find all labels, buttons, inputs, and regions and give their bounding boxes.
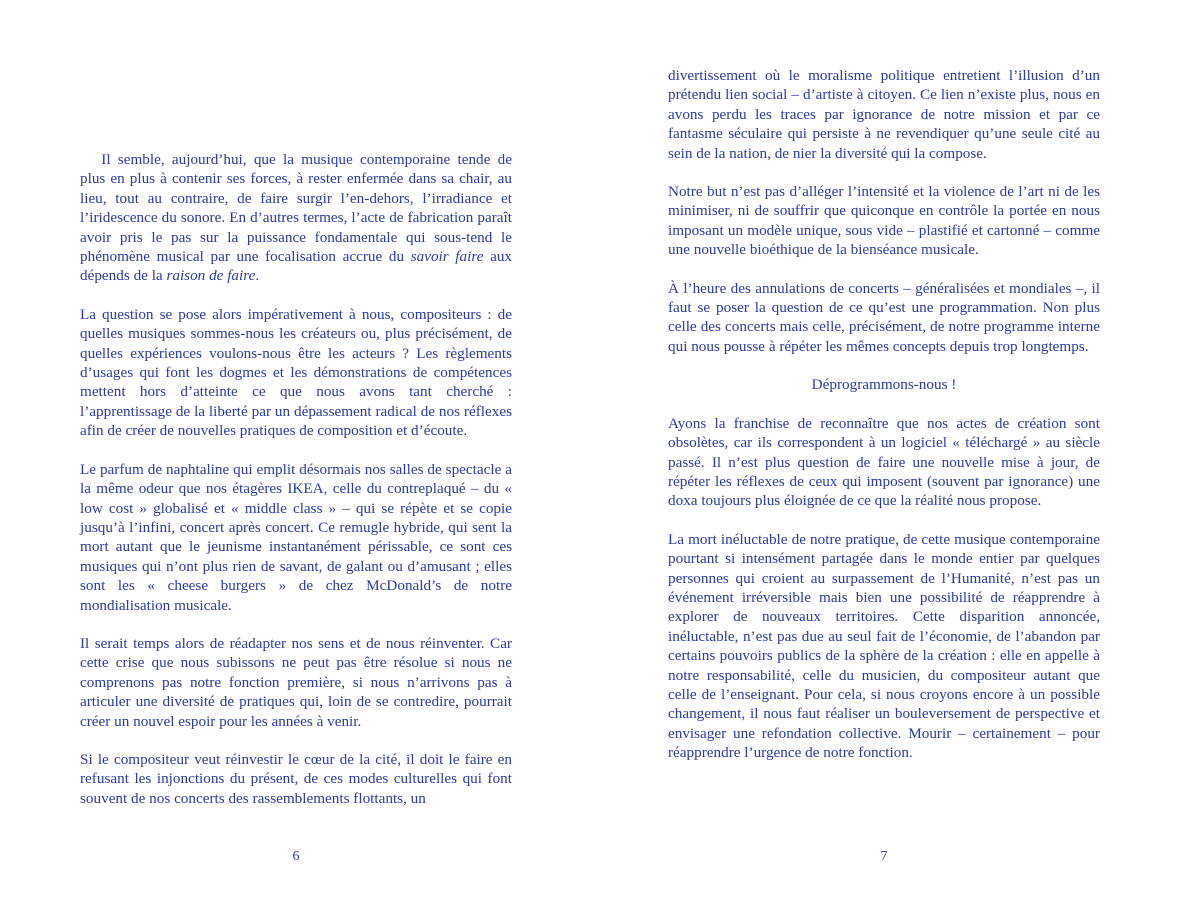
- paragraph-run: Il semble, aujourd’hui, que la musique contemporaine tende de plus en plus à contenir ses forces, à rester enfermée dans sa chair, au lieu, tout au contraire, de faire surgir l’en-dehors, l’irradiance et l’iridescence du sonore. En d’autres termes, l’acte de fabrication paraît avoir pris le pas sur la puissance fondamentale qui sous-tend le phénomène musical par une focalisation accrue du: [80, 151, 512, 266]
- page-right: [668, 0, 1100, 904]
- paragraph: Ayons la franchise de reconnaître que nos actes de création sont obsolètes, car ils correspondent à un logiciel « téléchargé » au siècle passé. Il n’est plus question de faire une nouvelle mise à jour, de répéter les réflexes de ceux qui imposent (souvent par ignorance) une doxa toujours plus éloignée de ce que la réalité nous propose.: [668, 414, 1100, 510]
- paragraph: Notre but n’est pas d’alléger l’intensité et la violence de l’art ni de les minimiser, ni de souffrir que quiconque en contrôle la portée en nous imposant un modèle unique, sous vide – plastifié et cartonné – comme une nouvelle bioéthique de la bienséance musicale.: [668, 183, 1100, 259]
- page-left: [80, 0, 512, 904]
- paragraph: divertissement où le moralisme politique entretient l’illusion d’un prétendu lien social – d’artiste à citoyen. Ce lien n’existe plus, nous en avons perdu les traces par ignorance de notre mission et par ce fantasme séculaire qui persiste à ne revendiquer qu’une seule cité au sein de la nation, de nier la diversité qui la compose.: [668, 67, 1100, 162]
- section-heading: Déprogrammons-nous !: [811, 376, 957, 394]
- paragraph-run: .: [255, 267, 260, 285]
- page-left-text-block: [80, 150, 512, 808]
- page-number-right: 7: [880, 849, 888, 864]
- page-number-left: 6: [292, 849, 300, 864]
- paragraph-run-italic: savoir faire: [410, 248, 484, 266]
- paragraph: Il serait temps alors de réadapter nos sens et de nous réinventer. Car cette crise que nous subissons ne peut pas être résolue si nous ne comprenons pas notre fonction première, si nous n’arrivons pas à articuler une diversité de pratiques qui, loin de se contredire, pourrait créer un nouvel espoir pour les années à venir.: [80, 634, 512, 730]
- paragraph: La question se pose alors impérativement à nous, compositeurs : de quelles musiques sommes-nous les créateurs ou, plus précisément, de quelles expériences voulons-nous être les acteurs ? Les règlements d’usages qui font les dogmes et les démonstrations de compétences mettent hors d’atteinte ce que nous avons tant cherché : l’apprentissage de la liberté par un dépassement radical de nos réflexes afin de créer de nouvelles pratiques de composition et d’écoute.: [80, 305, 512, 440]
- page-right-text-block: [668, 66, 1100, 763]
- paragraph: [80, 150, 512, 286]
- paragraph-run: aux dépends de la: [80, 248, 513, 285]
- paragraph: Le parfum de naphtaline qui emplit désormais nos salles de spectacle a la même odeur que nos étagères IKEA, celle du contreplaqué – du « low cost » globalisé et « middle class » – qui se répète et se copie jusqu’à l’infini, concert après concert. Ce remugle hybride, qui sent la mort autant que le jeunisme instantanément périssable, ce sont ces musiques qui n’ont plus rien de savant, de galant ou d’amusant ; elles sont les « cheese burgers » de chez McDonald’s de notre mondialisation musicale.: [80, 460, 512, 614]
- paragraph-run-italic: raison de faire: [166, 267, 256, 285]
- paragraph: Si le compositeur veut réinvestir le cœur de la cité, il doit le faire en refusant les injonctions du présent, de ces modes culturelles qui font souvent de nos concerts des rassemblements flottants, un: [80, 750, 512, 807]
- paragraph: La mort inéluctable de notre pratique, de cette musique contemporaine pourtant si intensément partagée dans le monde entier par quelques personnes qui croient au surpassement de l’Humanité, n’est pas un événement irréversible mais bien une possibilité de réapprendre à explorer de nouveaux territoires. Cette disparition annoncée, inéluctable, n’est pas due au seul fait de l’économie, de l’abandon par certains pouvoirs publics de la sphère de la création : elle en appelle à notre responsabilité, celle du musicien, du compositeur autant que celle de l’enseignant. Pour cela, si nous croyons encore à un possible changement, il nous faut réaliser un bouleversement de perspective et envisager une refondation collective. Mourir – certainement – pour réapprendre l’urgence de notre fonction.: [668, 530, 1100, 762]
- paragraph: À l’heure des annulations de concerts – généralisées et mondiales –, il faut se poser la question de ce qu’est une programmation. Non plus celle des concerts mais celle, précisément, de notre programme interne qui nous pousse à répéter les mêmes concepts depuis trop longtemps.: [668, 279, 1100, 355]
